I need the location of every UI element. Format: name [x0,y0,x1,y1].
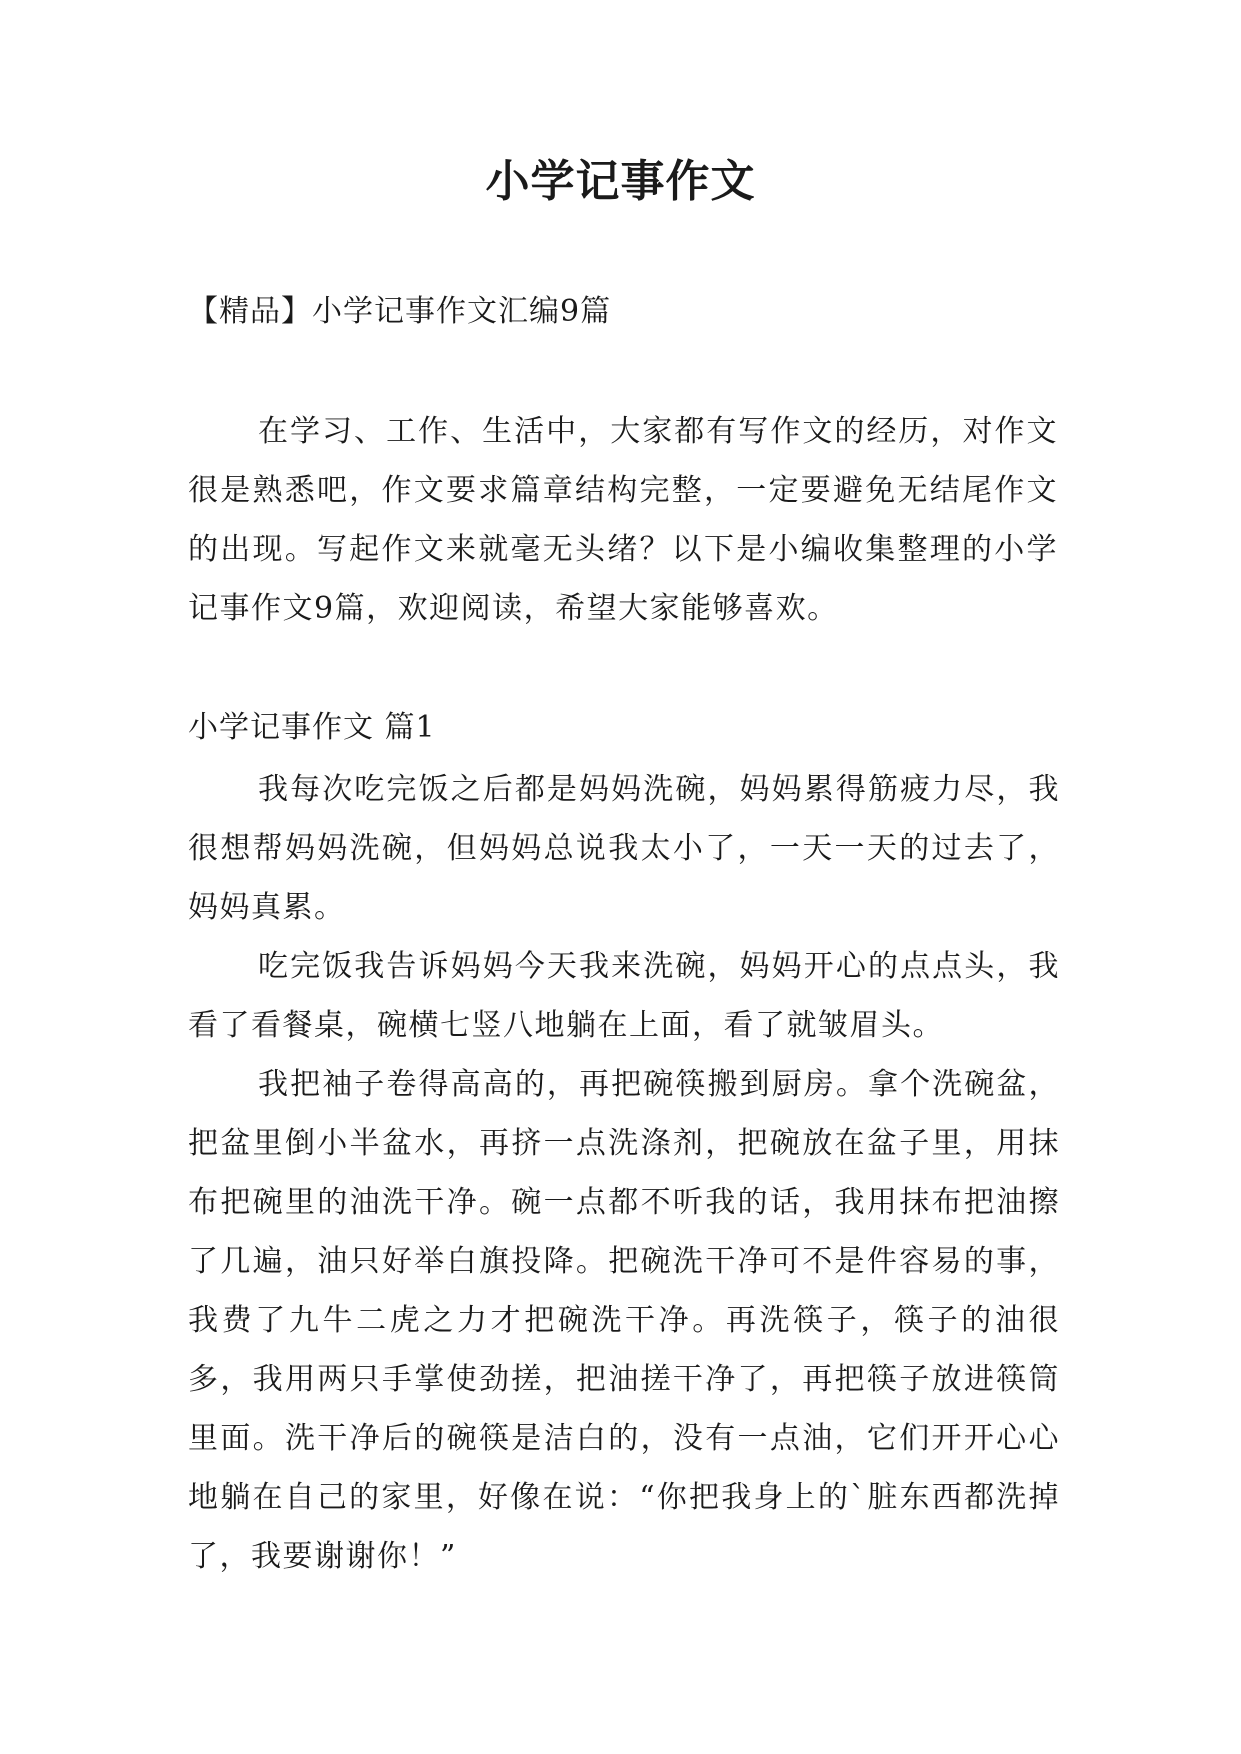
document-title: 小学记事作文 [485,156,756,207]
section-heading: 小学记事作文 篇1 [188,710,436,745]
section-body [188,760,1060,1586]
body-paragraph: 吃完饭我告诉妈妈今天我来洗碗，妈妈开心的点点头，我看了看餐桌，碗横七竖八地躺在上面，看了就皱眉头。 [188,949,1060,1043]
document-subtitle: 【精品】小学记事作文汇编9篇 [188,294,612,329]
body-paragraph: 我每次吃完饭之后都是妈妈洗碗，妈妈累得筋疲力尽，我很想帮妈妈洗碗，但妈妈总说我太小了，一天一天的过去了，妈妈真累。 [188,772,1060,925]
body-paragraph: 我把袖子卷得高高的，再把碗筷搬到厨房。拿个洗碗盆，把盆里倒小半盆水，再挤一点洗涤剂，把碗放在盆子里，用抹布把碗里的油洗干净。碗一点都不听我的话，我用抹布把油擦了几遍，油只好举白旗投降。把碗洗干净可不是件容易的事，我费了九牛二虎之力才把碗洗干净。再洗筷子，筷子的油很多，我用两只手掌使劲搓，把油搓干净了，再把筷子放进筷筒里面。洗干净后的碗筷是洁白的，没有一点油，它们开开心心地躺在自己的家里，好像在说：“你把我身上的`脏东西都洗掉了，我要谢谢你！” [188,1067,1060,1574]
intro-paragraph: 在学习、工作、生活中，大家都有写作文的经历，对作文很是熟悉吧，作文要求篇章结构完整，一定要避免无结尾作文的出现。写起作文来就毫无头绪？以下是小编收集整理的小学记事作文9篇，欢迎阅读，希望大家能够喜欢。 [188,414,1058,626]
